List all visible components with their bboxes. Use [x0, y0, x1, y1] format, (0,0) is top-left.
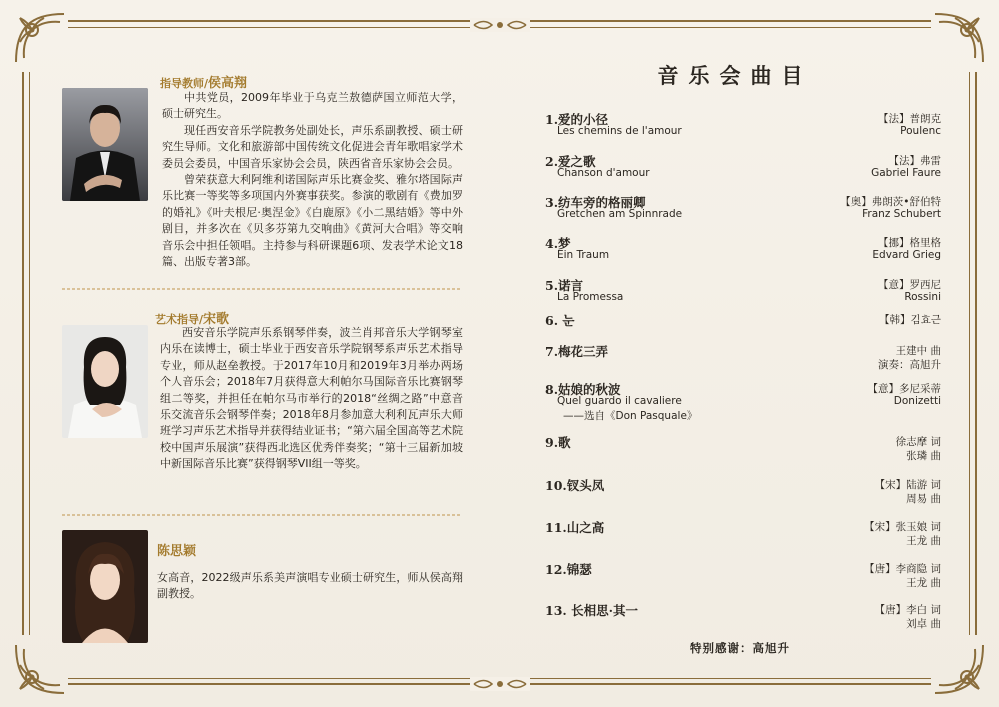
profile-role-label: 陈思颖 — [157, 544, 197, 559]
program-item-composer: 【韩】김효근 — [879, 314, 941, 326]
program-item-composer: 【唐】李白 词 — [874, 604, 941, 616]
corner-ornament-icon — [929, 639, 989, 699]
program-item — [545, 380, 941, 422]
program-item-composer: 徐志摩 词 — [895, 436, 941, 448]
program-item-original-title: Ein Traum — [557, 249, 610, 261]
program-item — [545, 311, 941, 345]
bottom-center-ornament-icon — [470, 677, 530, 691]
program-item-title: 13. 长相思·其一 — [545, 603, 638, 618]
program-item — [545, 276, 941, 310]
program-item-title: 2.爱之歌 — [545, 154, 596, 169]
program-item-original-title: Quel guardo il cavaliere — [557, 395, 682, 407]
program-item-title: 8.姑娘的秋波 — [545, 382, 621, 397]
program-item-composer: 【法】弗雷 — [888, 155, 941, 167]
program-item-original-title: Chanson d'amour — [557, 167, 650, 179]
program-item-composer-detail: 王龙 曲 — [906, 577, 941, 589]
program-item-composer: 【奥】弗朗茨•舒伯特 — [840, 196, 941, 208]
section-divider — [62, 284, 462, 294]
frame-left-line — [22, 72, 24, 635]
program-item — [545, 433, 941, 467]
profile-role-label: 指导教师/侯高翔 — [160, 76, 248, 91]
frame-right-line-inner — [969, 72, 970, 635]
program-item-original-title: La Promessa — [557, 291, 624, 303]
corner-ornament-icon — [10, 8, 70, 68]
program-item — [545, 342, 941, 376]
avatar — [62, 530, 148, 643]
program-item-composer: 【意】罗西尼 — [878, 279, 941, 291]
program-item — [545, 476, 941, 510]
program-item-title: 3.纺车旁的格丽卿 — [545, 195, 646, 210]
program-item-title: 5.诺言 — [545, 278, 584, 293]
program-item — [545, 193, 941, 227]
program-item-composer: 【唐】李商隐 词 — [864, 563, 941, 575]
program-item — [545, 560, 941, 594]
program-item-title: 10.钗头凤 — [545, 478, 605, 493]
profile-bio: 女高音，2022级声乐系美声演唱专业硕士研究生，师从侯高翔副教授。 — [157, 571, 463, 601]
avatar — [62, 325, 148, 438]
top-center-ornament-icon — [470, 18, 530, 32]
program-item-title: 6. 눈 — [545, 313, 575, 328]
program-title: 音乐会曲目 — [657, 63, 813, 88]
frame-right-line — [975, 72, 977, 635]
avatar — [62, 88, 148, 201]
program-item-title: 7.梅花三弄 — [545, 344, 609, 359]
program-item — [545, 152, 941, 186]
program-item — [545, 234, 941, 268]
frame-left-line-inner — [29, 72, 30, 635]
program-item-composer-detail: 张璘 曲 — [906, 450, 941, 462]
corner-ornament-icon — [929, 8, 989, 68]
program-item-composer: 【宋】张玉娘 词 — [864, 521, 941, 533]
program-item-title: 4.梦 — [545, 236, 571, 251]
program-item-title: 9.歌 — [545, 435, 571, 450]
program-item-source: ——选自《Don Pasquale》 — [563, 410, 698, 422]
program-item-title: 1.爱的小径 — [545, 112, 609, 127]
profile-role-label: 艺术指导/宋歌 — [155, 312, 230, 327]
program-item-title: 12.锦瑟 — [545, 562, 592, 577]
program-item-composer-detail: 刘卓 曲 — [906, 618, 941, 630]
program-item-composer-detail: Donizetti — [893, 395, 941, 407]
program-item-original-title: Gretchen am Spinnrade — [557, 208, 683, 220]
program-item — [545, 518, 941, 552]
program-item-composer: 王建中 曲 — [895, 345, 941, 357]
program-item-composer-detail: 王龙 曲 — [906, 535, 941, 547]
program-item-composer-detail: Rossini — [904, 291, 941, 303]
program-item-composer-detail: Franz Schubert — [862, 208, 941, 220]
program-item — [545, 110, 941, 144]
program-item-composer: 【意】多尼采蒂 — [867, 383, 941, 395]
program-item-composer: 【挪】格里格 — [878, 237, 941, 249]
program-item — [545, 601, 941, 635]
corner-ornament-icon — [10, 639, 70, 699]
profile-bio: 西安音乐学院声乐系钢琴伴奏，波兰肖邦音乐大学钢琴室内乐在读博士，硕士毕业于西安音乐学院钢琴系声乐艺术指导专业，师从赵垒教授。于2017年10月和2019年3月举办两场个人音乐会；2018年7月获得意大利帕尔马国际音乐比赛钢琴组二等奖，并担任在帕尔马市举行的2018“丝绸之路”中意音乐交流音乐会钢琴伴奏；2018年8月参加意大利利瓦声乐大师班学习声乐艺术指导并获得结业证书；“第六届全国高等艺术院校中国声乐展演”获得西北选区优秀伴奏奖；“第十三届新加坡中新国际音乐比赛”获得钢琴VII组一等奖。 — [160, 326, 463, 471]
program-item-original-title: Les chemins de l'amour — [557, 125, 682, 137]
program-item-composer-detail: 演奏：高旭升 — [878, 359, 941, 371]
program-item-composer: 【法】普朗克 — [878, 113, 941, 125]
program-item-composer: 【宋】陆游 词 — [874, 479, 941, 491]
program-item-title: 11.山之高 — [545, 520, 605, 535]
special-thanks: 特别感谢：高旭升 — [690, 641, 790, 655]
profile-bio: 中共党员，2009年毕业于乌克兰敖德萨国立师范大学，硕士研究生。 现任西安音乐学院教务处副处长，声乐系副教授、硕士研究生导师。文化和旅游部中国传统文化促进会青年歌唱家学术委员会委员，中国音乐家协会会员，陕西省音乐家协会会员。 曾荣获意大利阿维利诺国际声乐比赛金奖、雅尔塔国际声乐比赛一等奖等多项国内外赛事获奖。参演的歌剧有《费加罗的婚礼》《叶夫根尼·奥涅金》《白鹿原》《小二黑结婚》等中外剧目，并多次在《贝多芬第九交响曲》《黄河大合唱》等交响音乐会中担任领唱。主持参与科研课题6项、发表学术论文18篇、出版专著3部。 — [162, 91, 463, 269]
program-item-composer-detail: 周易 曲 — [906, 493, 941, 505]
section-divider — [62, 510, 462, 520]
program-item-composer-detail: Gabriel Faure — [871, 167, 941, 179]
program-item-composer-detail: Edvard Grieg — [872, 249, 941, 261]
program-item-composer-detail: Poulenc — [900, 125, 941, 137]
